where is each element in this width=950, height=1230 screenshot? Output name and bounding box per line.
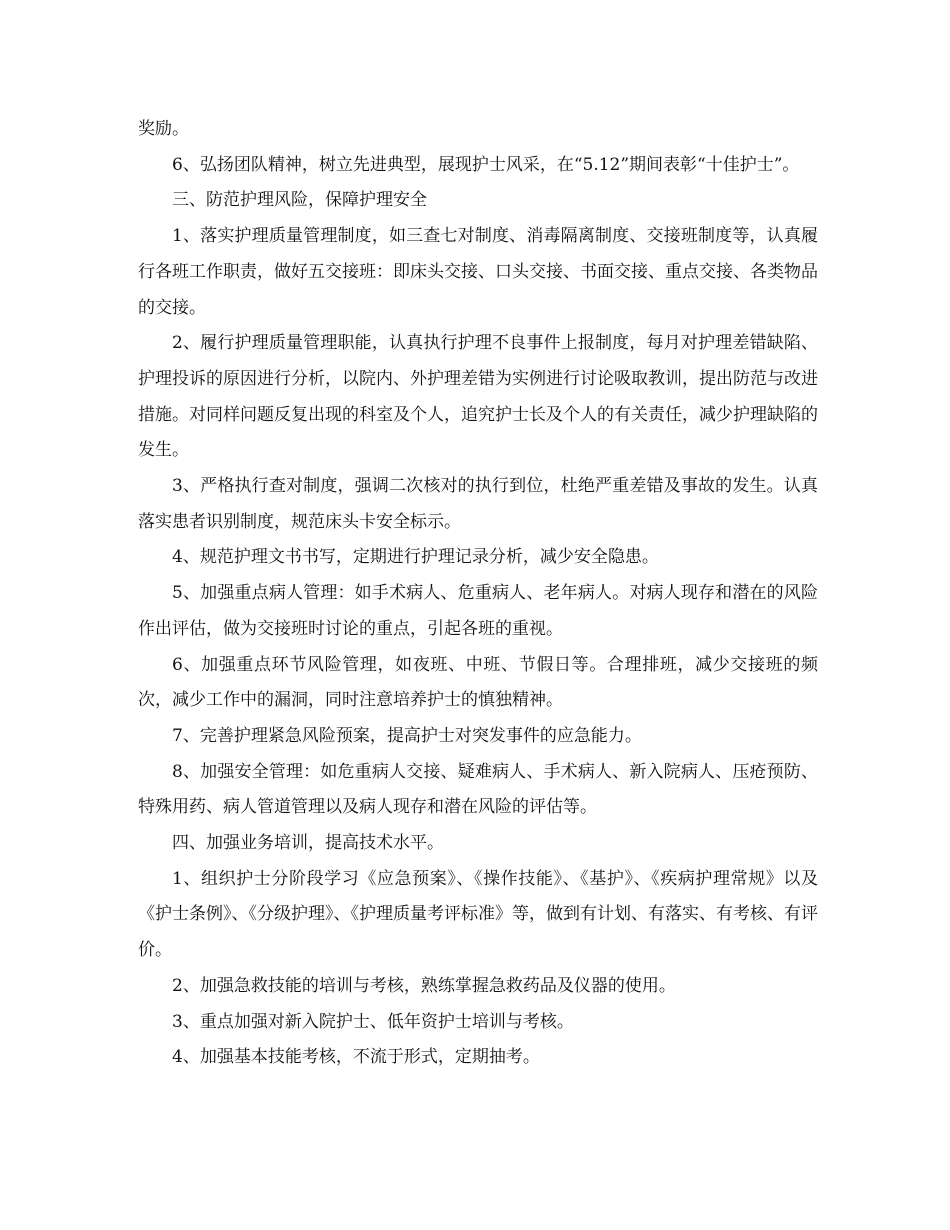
paragraph-item-7-emergency-plan: 7、完善护理紧急风险预案，提高护士对突发事件的应急能力。 [172,725,642,746]
paragraph-item-3-verification: 3、严格执行查对制度，强调二次核对的执行到位，杜绝严重差错及事故的发生。认真落实患者识别制度，规范床头卡安全标示。 [138,476,818,532]
paragraph-continuation: 奖励。 [138,119,189,139]
paragraph-item-3-new-nurses: 3、重点加强对新入院护士、低年资护士培训与考核。 [172,1011,574,1032]
paragraph-item-4-skills-test: 4、加强基本技能考核，不流于形式，定期抽考。 [172,1047,540,1068]
paragraph-item-5-key-patients: 5、加强重点病人管理：如手术病人、危重病人、老年病人。对病人现存和潜在的风险作出评估，做为交接班时讨论的重点，引起各班的重视。 [138,583,818,639]
paragraph-item-4-documentation: 4、规范护理文书书写，定期进行护理记录分析，减少安全隐患。 [172,547,659,568]
document-body [138,112,818,1076]
paragraph-item-2-quality-management: 2、履行护理质量管理职能，认真执行护理不良事件上报制度，每月对护理差错缺陷、护理投诉的原因进行分析，以院内、外护理差错为实例进行讨论吸取教训，提出防范与改进措施。对同样问题反复出现的科室及个人，追究护士长及个人的有关责任，减少护理缺陷的发生。 [138,333,818,461]
paragraph-item-2-first-aid: 2、加强急救技能的培训与考核，熟练掌握急救药品及仪器的使用。 [172,975,676,996]
paragraph-item-6-team-spirit: 6、弘扬团队精神，树立先进典型，展现护士风采，在“5.12”期间表彰“十佳护士”。 [172,154,800,175]
section-heading-3: 三、防范护理风险，保障护理安全 [172,190,427,211]
section-heading-4: 四、加强业务培训，提高技术水平。 [172,833,444,854]
paragraph-item-1-study: 1、组织护士分阶段学习《应急预案》、《操作技能》、《基护》、《疾病护理常规》以及《护士条例》、《分级护理》、《护理质量考评标准》等，做到有计划、有落实、有考核、有评价。 [138,868,818,961]
paragraph-item-1-quality-system: 1、落实护理质量管理制度，如三查七对制度、消毒隔离制度、交接班制度等，认真履行各班工作职责，做好五交接班：即床头交接、口头交接、书面交接、重点交接、各类物品的交接。 [138,226,818,318]
paragraph-item-8-safety: 8、加强安全管理：如危重病人交接、疑难病人、手术病人、新入院病人、压疮预防、特殊用药、病人管道管理以及病人现存和潜在风险的评估等。 [138,761,818,818]
paragraph-item-6-risk-management: 6、加强重点环节风险管理，如夜班、中班、节假日等。合理排班，减少交接班的频次，减少工作中的漏洞，同时注意培养护士的慎独精神。 [138,654,818,711]
